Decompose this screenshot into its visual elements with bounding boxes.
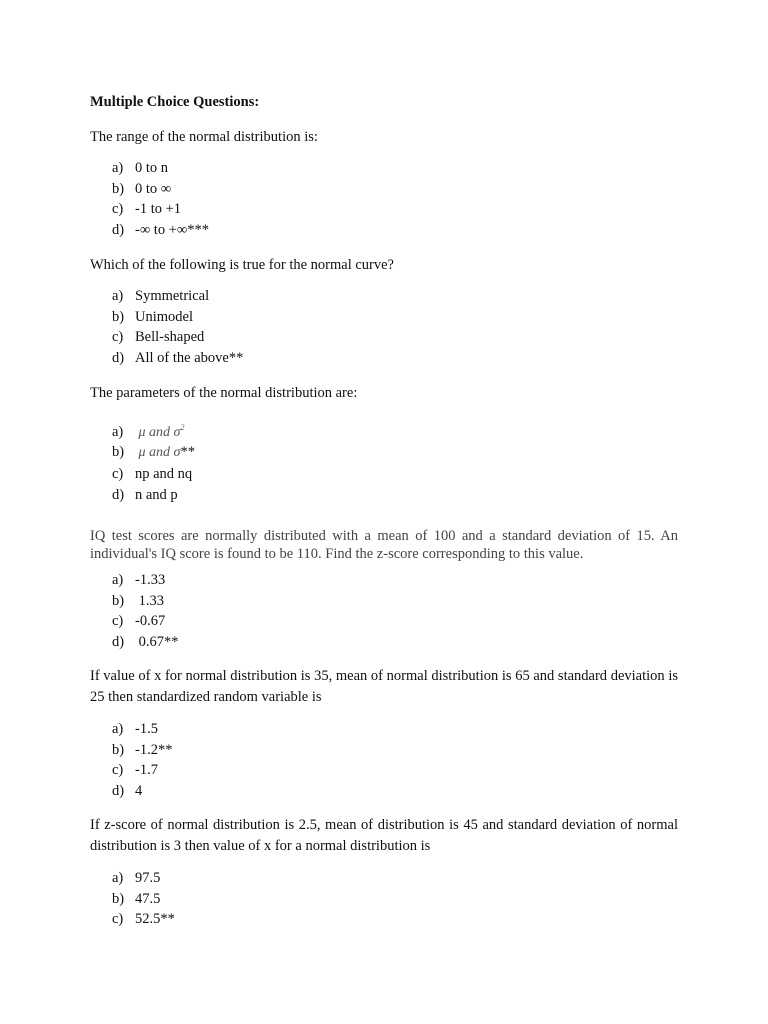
sigma-symbol: σ: [173, 445, 181, 460]
option-item: [112, 464, 195, 485]
question-1-text: The range of the normal distribution is:: [90, 129, 318, 145]
option-text: -1.7: [135, 762, 158, 779]
option-text: Unimodel: [135, 308, 193, 325]
option-item: [112, 307, 243, 328]
option-item: [112, 485, 195, 506]
question-4-text: IQ test scores are normally distributed with a mean of 100 and a standard deviation of 15. An individual's IQ score is found to be 110. Find the z-score corresponding to this value.: [90, 528, 678, 562]
option-item: [112, 220, 209, 241]
option-item: [112, 632, 179, 653]
option-letter: b): [112, 308, 125, 325]
option-letter: b): [112, 444, 125, 460]
option-text: 0.67**: [135, 633, 179, 650]
option-letter: a): [112, 424, 124, 440]
option-item: [112, 909, 175, 930]
option-letter: c): [112, 762, 124, 779]
option-text: 97.5: [135, 870, 161, 886]
option-letter: d): [112, 782, 125, 799]
option-item: [112, 327, 243, 348]
option-text: -0.67: [135, 613, 166, 630]
option-letter: a): [112, 870, 124, 886]
option-text: 4: [135, 782, 143, 799]
option-letter: d): [112, 486, 125, 503]
question-1-options: [112, 158, 209, 240]
math-expression: [135, 425, 184, 440]
option-text: -1 to +1: [135, 201, 182, 218]
answer-mark: **: [180, 444, 195, 460]
sigma-symbol: σ: [173, 425, 181, 440]
and-text: and: [145, 425, 174, 440]
option-letter: c): [112, 613, 124, 630]
option-item: [112, 591, 179, 612]
option-text: np and nq: [135, 466, 193, 482]
option-item: [112, 611, 179, 632]
option-item: [112, 179, 209, 200]
option-text: Bell-shaped: [135, 329, 205, 346]
mu-symbol: μ: [138, 445, 146, 460]
option-letter: b): [112, 592, 125, 609]
option-text: 52.5**: [135, 911, 175, 928]
option-item: [112, 440, 195, 464]
question-2-options: [112, 286, 243, 368]
question-6-text: If z-score of normal distribution is 2.5, mean of distribution is 45 and standard deviation of normal distribution is 3 then value of x for a normal distribution is: [90, 817, 678, 854]
math-expression: [135, 445, 180, 460]
question-3-options: [112, 416, 195, 505]
option-text: 1.33: [135, 592, 164, 609]
option-letter: d): [112, 633, 125, 650]
option-letter: b): [112, 180, 125, 197]
option-text: 0 to n: [135, 160, 169, 176]
option-item: [112, 760, 172, 781]
option-item: [112, 719, 172, 740]
option-text: Symmetrical: [135, 288, 210, 304]
option-item: [112, 158, 209, 179]
option-item: [112, 570, 179, 591]
question-6-options: [112, 868, 175, 930]
option-letter: c): [112, 201, 124, 218]
option-text: All of the above**: [135, 349, 244, 366]
option-item: [112, 740, 172, 761]
option-text: -1.5: [135, 721, 158, 737]
option-text: -1.2**: [135, 741, 173, 758]
option-item: [112, 199, 209, 220]
option-item: [112, 416, 195, 440]
option-letter: d): [112, 221, 125, 238]
option-letter: d): [112, 349, 125, 366]
option-item: [112, 868, 175, 889]
mu-symbol: μ: [138, 425, 146, 440]
question-4-options: [112, 570, 179, 652]
question-5-options: [112, 719, 172, 801]
option-letter: c): [112, 466, 124, 482]
option-letter: a): [112, 160, 124, 176]
option-item: [112, 286, 243, 307]
option-letter: a): [112, 721, 124, 737]
option-text: -1.33: [135, 572, 166, 588]
and-text: and: [145, 445, 174, 460]
question-2-text: Which of the following is true for the normal curve?: [90, 257, 394, 273]
option-text: 0 to ∞: [135, 180, 172, 197]
option-text: 47.5: [135, 890, 161, 907]
option-letter: c): [112, 911, 124, 928]
option-letter: c): [112, 329, 124, 346]
option-item: [112, 889, 175, 910]
option-letter: b): [112, 741, 125, 758]
question-5-text: If value of x for normal distribution is 35, mean of normal distribution is 65 and standard deviation is 25 then standardized random variable is: [90, 668, 678, 705]
option-item: [112, 781, 172, 802]
option-item: [112, 348, 243, 369]
question-3-text: The parameters of the normal distribution are:: [90, 385, 358, 401]
option-letter: b): [112, 890, 125, 907]
exponent: 2: [180, 423, 185, 432]
option-text: -∞ to +∞***: [135, 221, 209, 238]
option-letter: a): [112, 572, 124, 588]
option-letter: a): [112, 288, 124, 304]
page-heading: Multiple Choice Questions:: [90, 94, 260, 110]
option-text: n and p: [135, 486, 178, 503]
